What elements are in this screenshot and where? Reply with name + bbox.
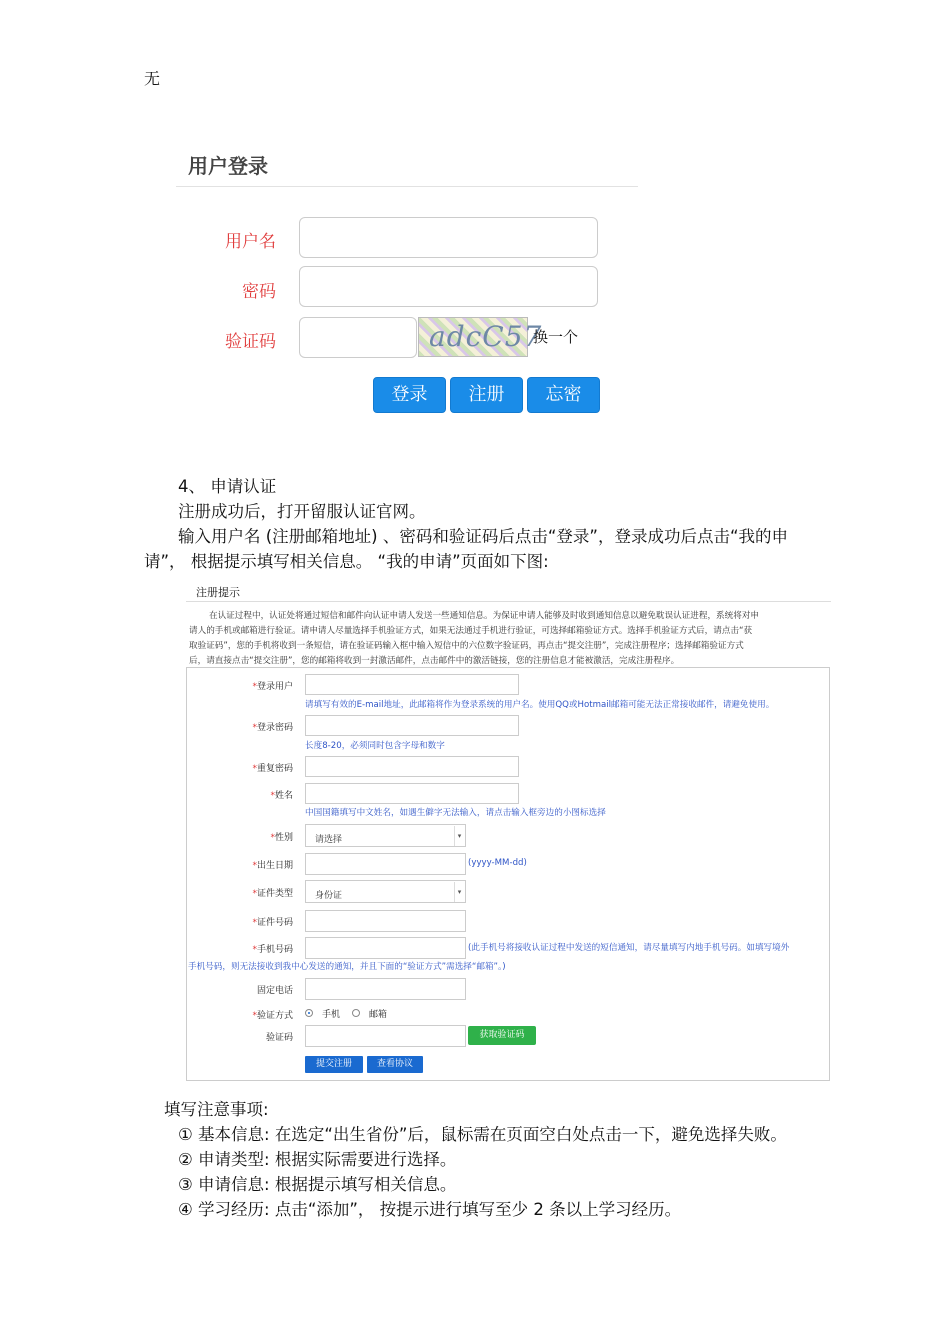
login-title: 用户登录: [188, 154, 268, 178]
forgot-password-button[interactable]: 忘密: [527, 377, 600, 413]
login-user-input[interactable]: [305, 674, 519, 695]
username-input[interactable]: [299, 217, 598, 258]
id-number-input[interactable]: [305, 910, 466, 932]
fixed-phone-input[interactable]: [305, 978, 466, 1000]
birth-date-label: *出生日期: [252, 861, 293, 871]
captcha-label: 验证码: [225, 332, 276, 352]
gender-select[interactable]: [305, 824, 466, 847]
chevron-down-icon: ▾: [454, 826, 464, 846]
mobile-input[interactable]: [305, 937, 466, 959]
login-divider: [176, 186, 638, 187]
registration-divider: [186, 601, 831, 602]
note-item: ④ 学习经历: 点击“添加”， 按提示进行填写至少 2 条以上学习经历。: [178, 1200, 682, 1219]
mobile-hint-line-2: 手机号码，则无法接收到我中心发送的通知，并且下面的“验证方式”需选择“邮箱”。): [188, 962, 506, 972]
login-password-label: *登录密码: [252, 723, 293, 733]
repeat-password-input[interactable]: [305, 756, 519, 777]
mobile-label: *手机号码: [252, 945, 293, 955]
verify-mobile-label: 手机: [322, 1010, 341, 1020]
intro-line: 请人的手机或邮箱进行验证。请申请人尽量选择手机验证方式，如果无法通过手机进行验证，可选择邮箱验证方式。选择手机验证方式后，请点击“获: [189, 626, 753, 636]
birth-date-format-hint: (yyyy-MM-dd): [468, 858, 527, 868]
password-input[interactable]: [299, 266, 598, 307]
password-label: 密码: [242, 282, 276, 302]
gender-label: *性别: [270, 833, 293, 843]
verify-email-radio[interactable]: [352, 1009, 360, 1017]
repeat-password-label: *重复密码: [252, 764, 293, 774]
paragraph-2-line-1: 输入用户名 (注册邮箱地址) 、密码和验证码后点击“登录”，登录成功后点击“我的申: [178, 527, 789, 546]
verify-method-label: *验证方式: [252, 1011, 293, 1021]
note-item: ③ 申请信息: 根据提示填写相关信息。: [178, 1175, 457, 1194]
registration-intro: [189, 609, 829, 669]
mobile-hint-line-1: (此手机号将接收认证过程中发送的短信通知，请尽量填写内地手机号码。如填写境外: [468, 943, 790, 953]
captcha-image[interactable]: [418, 317, 543, 357]
birth-date-input[interactable]: [305, 853, 466, 875]
id-type-label: *证件类型: [252, 889, 293, 899]
login-password-hint: 长度8-20，必须同时包含字母和数字: [305, 741, 445, 751]
paragraph-2-line-2: 请”， 根据提示填写相关信息。 “我的申请”页面如下图:: [144, 552, 549, 571]
top-text: 无: [144, 69, 161, 88]
verify-email-label: 邮箱: [369, 1010, 388, 1020]
note-item: ① 基本信息: 在选定“出生省份”后，鼠标需在页面空白处点击一下，避免选择失败。: [178, 1125, 787, 1144]
id-number-label: *证件号码: [252, 918, 293, 928]
gender-select-value: 请选择: [315, 835, 343, 845]
register-button[interactable]: 注册: [450, 377, 523, 413]
login-user-label: *登录用户: [252, 682, 293, 692]
notes-heading: 填写注意事项:: [164, 1100, 269, 1119]
login-password-input[interactable]: [305, 715, 519, 736]
intro-line: 取验证码”，您的手机将收到一条短信，请在验证码输入框中输入短信中的六位数字验证码，再点击“提交注册”，完成注册程序；选择邮箱验证方式: [189, 641, 744, 651]
name-label: *姓名: [270, 791, 293, 801]
verify-mobile-radio[interactable]: [305, 1009, 313, 1017]
captcha-input[interactable]: [299, 317, 417, 358]
fixed-phone-label: 固定电话: [256, 986, 293, 996]
id-type-select[interactable]: [305, 880, 466, 903]
intro-line: 在认证过程中，认证处将通过短信和邮件向认证申请人发送一些通知信息。为保证申请人能够及时收到通知信息以避免耽误认证进程，系统将对申: [209, 611, 760, 621]
intro-line: 后，请直接点击“提交注册”，您的邮箱将收到一封激活邮件，点击邮件中的激活链接，您的注册信息才能被激活，完成注册程序。: [189, 656, 680, 666]
code-input[interactable]: [305, 1025, 466, 1047]
note-item: ② 申请类型: 根据实际需要进行选择。: [178, 1150, 457, 1169]
login-button[interactable]: 登录: [373, 377, 446, 413]
captcha-text: adcC57: [429, 320, 543, 353]
registration-tips-title: 注册提示: [196, 586, 240, 599]
name-hint: 中国国籍填写中文姓名，如遇生僻字无法输入，请点击输入框旁边的小图标选择: [305, 808, 606, 818]
get-code-button[interactable]: 获取验证码: [468, 1026, 536, 1045]
login-user-hint: 请填写有效的E-mail地址，此邮箱将作为登录系统的用户名。使用QQ或Hotmail邮箱可能无法正常接收邮件，请避免使用。: [305, 700, 775, 710]
code-label: 验证码: [265, 1033, 293, 1043]
section-heading: 4、 申请认证: [178, 477, 277, 496]
swap-captcha-link[interactable]: 换一个: [533, 328, 579, 346]
id-type-select-value: 身份证: [315, 891, 343, 901]
view-agreement-button[interactable]: 查看协议: [367, 1056, 423, 1073]
submit-registration-button[interactable]: 提交注册: [305, 1056, 363, 1073]
paragraph-1: 注册成功后，打开留服认证官网。: [178, 502, 426, 521]
chevron-down-icon: ▾: [454, 882, 464, 902]
name-input[interactable]: [305, 783, 519, 804]
username-label: 用户名: [225, 232, 276, 252]
